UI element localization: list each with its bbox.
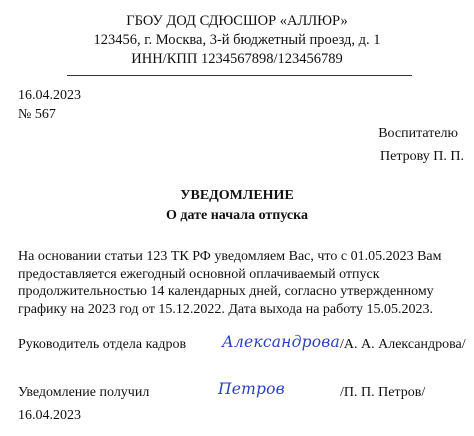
- addressee-name: Петрову П. П.: [380, 149, 464, 164]
- notice-body: На основании статьи 123 ТК РФ уведомляем Вас, что с 01.05.2023 Вам предоставляется ежегодный основной оплачиваемый отпуск продолжительностью 14 календарных дней, согласно утвержденному графику на 2023 год от 15.12.2022. Дата выхода на работу 15.05.2023.: [18, 249, 442, 317]
- organization-address: 123456, г. Москва, 3-й бюджетный проезд, д. 1: [93, 32, 381, 48]
- recipient-name: /П. П. Петров/: [340, 385, 426, 400]
- recipient-handwritten-signature: Петров: [218, 380, 285, 398]
- hr-signatory-name: /А. А. Александрова/: [340, 337, 466, 352]
- hr-signatory-label: Руководитель отдела кадров: [18, 337, 187, 352]
- document-date: 16.04.2023: [18, 88, 81, 103]
- document-subtitle: О дате начала отпуска: [166, 208, 308, 223]
- document-title: УВЕДОМЛЕНИЕ: [180, 188, 294, 203]
- hr-handwritten-signature: Александрова: [222, 333, 340, 351]
- addressee-position: Воспитателю: [378, 126, 458, 141]
- document-number: № 567: [18, 107, 56, 122]
- organization-inn-kpp: ИНН/КПП 1234567898/123456789: [131, 51, 343, 67]
- recipient-label: Уведомление получил: [18, 385, 150, 400]
- receipt-date: 16.04.2023: [18, 408, 81, 423]
- header-divider: [67, 75, 412, 76]
- organization-name: ГБОУ ДОД СДЮСШОР «АЛЛЮР»: [126, 13, 348, 29]
